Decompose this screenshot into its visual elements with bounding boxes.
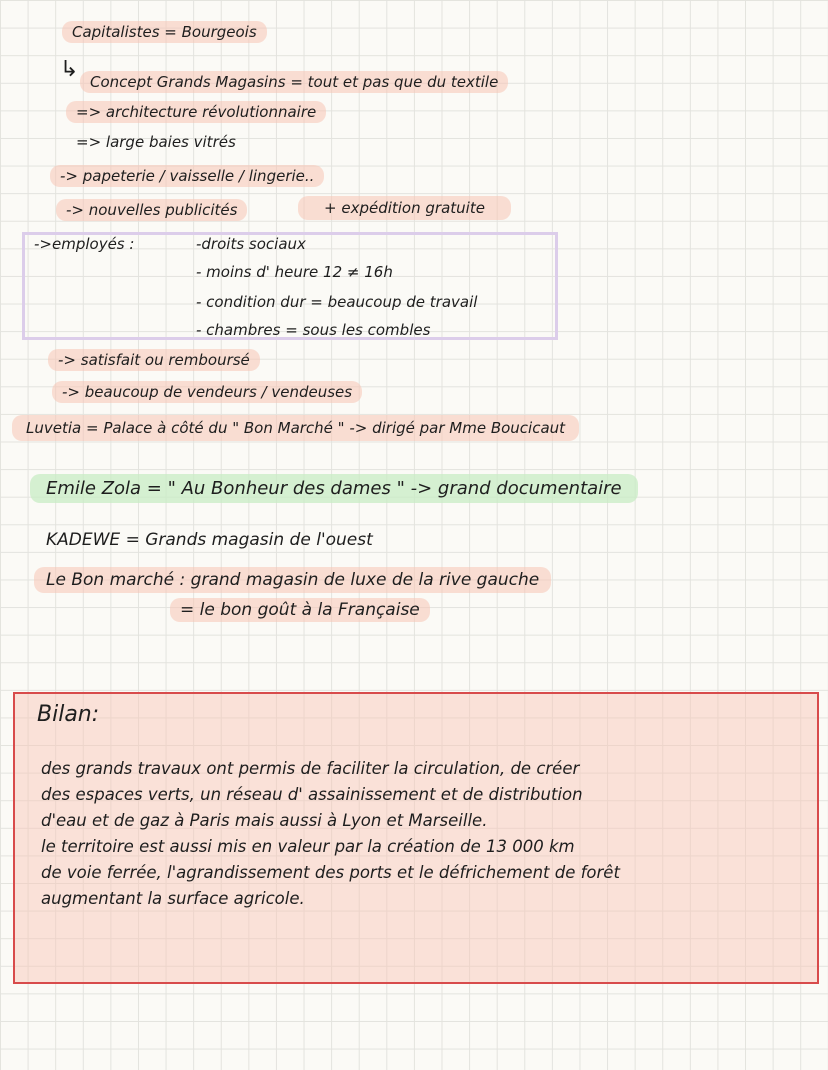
line-concept <box>80 72 508 92</box>
bilan-line: augmentant la surface agricole. <box>41 889 305 908</box>
line-baies <box>76 132 236 152</box>
bilan-title: Bilan: <box>37 702 100 727</box>
concept-text: Concept Grands Magasins = tout et pas que du textile <box>80 71 508 93</box>
bilan-line: d'eau et de gaz à Paris mais aussi à Lyon et Marseille. <box>41 811 488 830</box>
bilan-line: des espaces verts, un réseau d' assainissement et de distribution <box>41 785 583 804</box>
luvetia-text: Luvetia = Palace à côté du " Bon Marché " -> dirigé par Mme Boucicaut <box>12 415 579 441</box>
line-luvetia <box>12 418 579 438</box>
zola-text: Emile Zola = " Au Bonheur des dames " -> grand documentaire <box>30 474 638 503</box>
line-vendeurs <box>52 382 362 402</box>
publicites-text: -> nouvelles publicités <box>56 199 247 221</box>
line-capitalistes <box>62 22 267 42</box>
architecture-text: => architecture révolutionnaire <box>66 101 326 123</box>
line-satisfait <box>48 350 260 370</box>
line-publicites <box>56 200 247 220</box>
employes-moins-heure: - moins d' heure 12 ≠ 16h <box>196 263 393 281</box>
bilan-box <box>13 692 819 984</box>
employes-condition: - condition dur = beaucoup de travail <box>196 293 478 311</box>
bon-marche-text: Le Bon marché : grand magasin de luxe de la rive gauche <box>34 567 551 593</box>
line-expedition <box>298 198 511 218</box>
bilan-line: de voie ferrée, l'agrandissement des ports et le défrichement de forêt <box>41 863 620 882</box>
bon-gout-text: = le bon goût à la Française <box>170 598 430 622</box>
expedition-text: + expédition gratuite <box>298 196 511 220</box>
line-bon-marche <box>34 570 551 590</box>
satisfait-text: -> satisfait ou remboursé <box>48 349 260 371</box>
line-kadewe <box>46 530 373 550</box>
capitalistes-text: Capitalistes = Bourgeois <box>62 21 267 43</box>
bilan-line: des grands travaux ont permis de faciliter la circulation, de créer <box>41 759 580 778</box>
employes-chambres: - chambres = sous les combles <box>196 321 431 339</box>
papeterie-text: -> papeterie / vaisselle / lingerie.. <box>50 165 324 187</box>
line-bon-gout <box>170 600 430 620</box>
line-zola <box>30 478 638 500</box>
line-papeterie <box>50 166 324 186</box>
vendeurs-text: -> beaucoup de vendeurs / vendeuses <box>52 381 362 403</box>
concept-arrow: ↳ <box>60 57 79 82</box>
line-architecture <box>66 102 326 122</box>
employes-label: ->employés : <box>34 235 135 253</box>
baies-text: => large baies vitrés <box>76 133 236 151</box>
kadewe-text: KADEWE = Grands magasin de l'ouest <box>46 530 373 550</box>
bilan-line: le territoire est aussi mis en valeur par la création de 13 000 km <box>41 837 575 856</box>
employes-droits: -droits sociaux <box>196 235 306 253</box>
bilan-text <box>41 756 811 912</box>
